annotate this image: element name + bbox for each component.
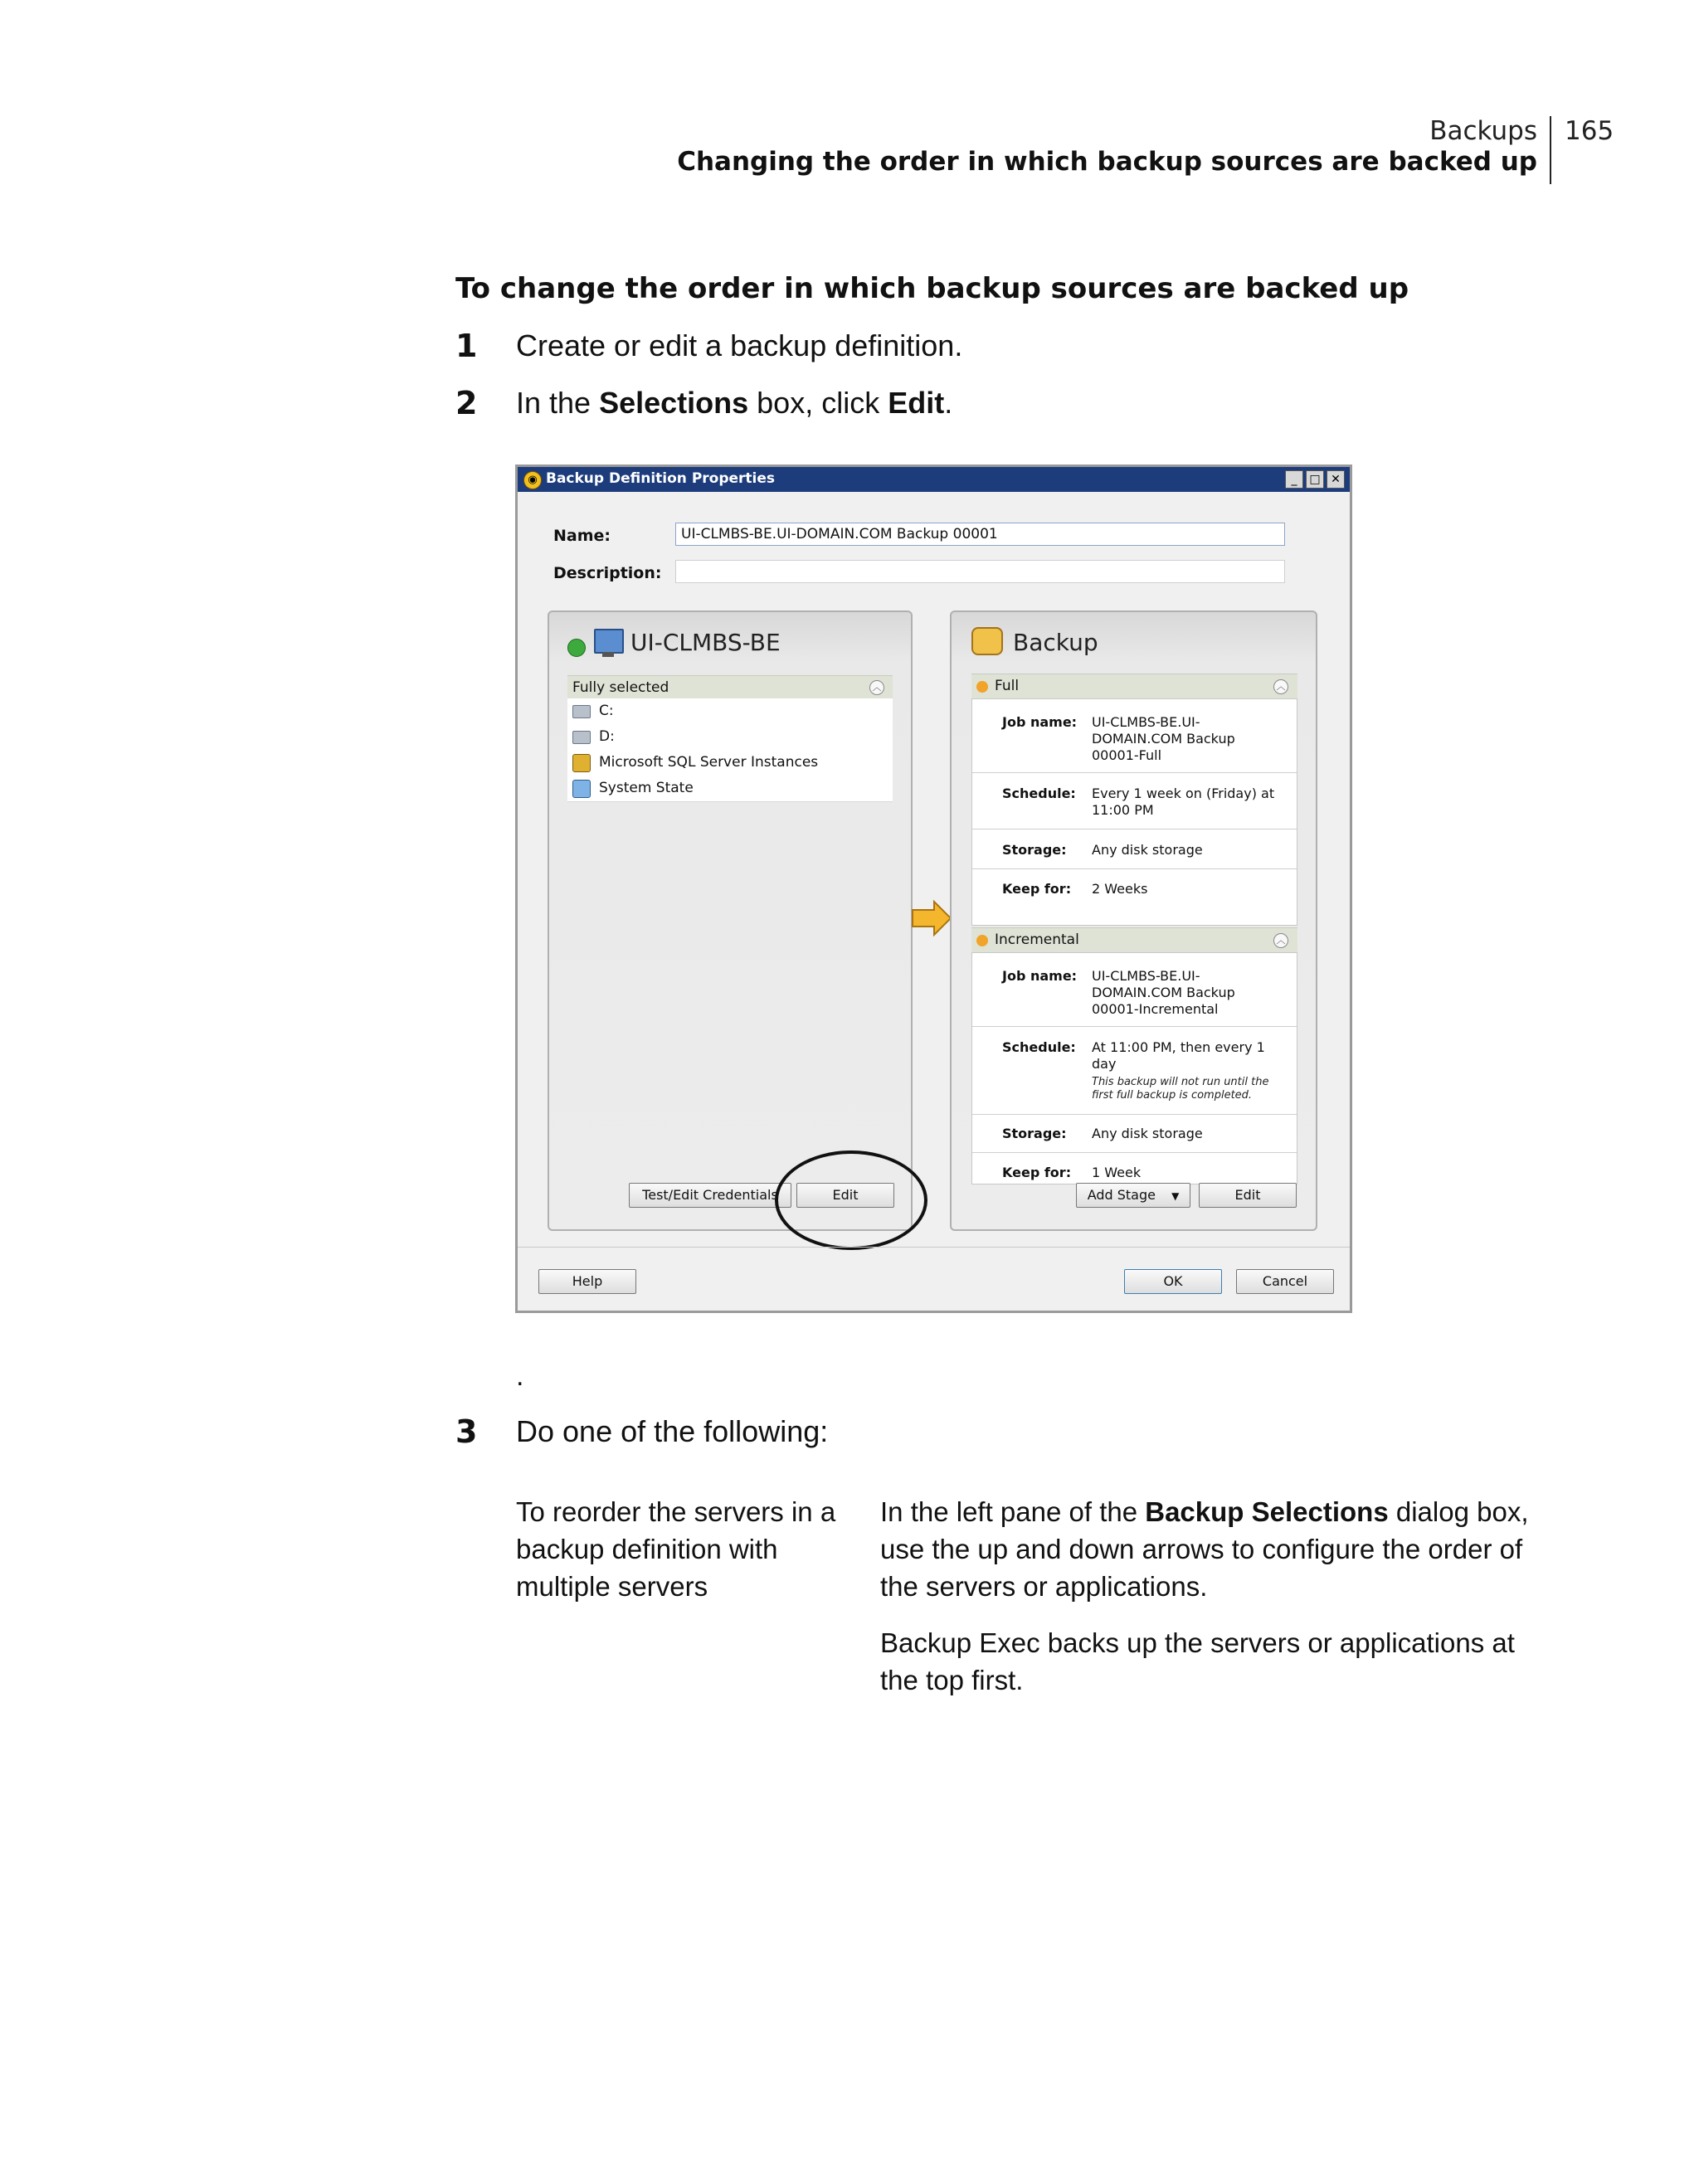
- step-number: 1: [455, 328, 478, 364]
- storage-label: Storage:: [1002, 842, 1067, 858]
- keep-for-label: Keep for:: [1002, 881, 1072, 897]
- schedule-label: Schedule:: [1002, 786, 1076, 801]
- cancel-button[interactable]: Cancel: [1236, 1269, 1334, 1294]
- keep-for-value: 2 Weeks: [1092, 881, 1148, 897]
- option-action: In the left pane of the Backup Selections dialog box, use the up and down arrows to configure the order of the servers or applications.: [880, 1496, 1529, 1602]
- system-state-icon: [572, 780, 591, 798]
- keep-for-label: Keep for:: [1002, 1165, 1072, 1180]
- backup-icon: [971, 627, 1003, 655]
- page-number: 165: [1565, 116, 1614, 146]
- option-condition: To reorder the servers in a backup definition with multiple servers: [516, 1496, 836, 1602]
- list-item[interactable]: [567, 776, 893, 802]
- storage-label: Storage:: [1002, 1126, 1067, 1141]
- schedule-label: Schedule:: [1002, 1039, 1076, 1055]
- job-name-label: Job name:: [1002, 714, 1078, 730]
- footer-divider: [518, 1247, 1350, 1248]
- divider: [972, 1026, 1297, 1027]
- stage-icon: [976, 935, 988, 946]
- step-text: Do one of the following:: [516, 1414, 829, 1448]
- name-label: Name:: [553, 527, 611, 545]
- header-divider: [1550, 116, 1551, 184]
- status-ok-icon: [567, 639, 586, 657]
- backup-stages-pane: [950, 610, 1317, 1231]
- step-number: 2: [455, 385, 478, 421]
- list-item[interactable]: [567, 724, 893, 751]
- divider: [972, 1152, 1297, 1153]
- help-button[interactable]: Help: [538, 1269, 636, 1294]
- edit-stages-button[interactable]: Edit: [1199, 1183, 1297, 1208]
- add-stage-label: Add Stage: [1087, 1187, 1156, 1203]
- divider: [972, 1114, 1297, 1115]
- list-item[interactable]: [567, 698, 893, 725]
- selections-pane: [548, 610, 913, 1231]
- ok-button[interactable]: OK: [1124, 1269, 1222, 1294]
- collapse-icon[interactable]: ︿: [869, 680, 884, 695]
- selection-item-label: D:: [599, 728, 615, 745]
- option-note: Backup Exec backs up the servers or applications at the top first.: [880, 1627, 1515, 1695]
- server-icon-stand: [602, 652, 614, 657]
- collapse-icon[interactable]: ︿: [1273, 933, 1288, 948]
- stage-icon: [976, 681, 988, 693]
- step-text: In the Selections box, click Edit.: [516, 386, 953, 420]
- backup-app-icon: ◉: [523, 471, 542, 489]
- job-name-label: Job name:: [1002, 968, 1078, 984]
- job-name-value: UI-CLMBS-BE.UI- DOMAIN.COM Backup 00001-Full: [1092, 714, 1235, 763]
- description-field[interactable]: [675, 560, 1285, 583]
- stray-period: .: [516, 1360, 524, 1392]
- drive-icon: [572, 731, 591, 744]
- list-item[interactable]: [567, 750, 893, 776]
- dialog-title-bar: [518, 467, 1350, 492]
- server-name: UI-CLMBS-BE: [630, 629, 781, 656]
- running-header-section: Backups: [1429, 116, 1537, 146]
- schedule-value: At 11:00 PM, then every 1 day: [1092, 1039, 1265, 1072]
- schedule-note: This backup will not run until the first full backup is completed.: [1092, 1076, 1269, 1102]
- highlight-circle: [775, 1150, 927, 1250]
- dialog-title: Backup Definition Properties: [546, 470, 776, 487]
- maximize-icon[interactable]: □: [1306, 470, 1324, 489]
- storage-value: Any disk storage: [1092, 1126, 1203, 1141]
- incremental-stage-details[interactable]: [971, 952, 1297, 1184]
- close-icon[interactable]: ✕: [1327, 470, 1345, 489]
- selection-item-label: System State: [599, 780, 694, 796]
- backup-title: Backup: [1013, 629, 1098, 656]
- full-stage-details[interactable]: [971, 698, 1297, 926]
- divider: [972, 772, 1297, 773]
- minimize-icon[interactable]: _: [1285, 470, 1303, 489]
- collapse-icon[interactable]: ︿: [1273, 679, 1288, 694]
- backup-definition-dialog: [515, 465, 1352, 1313]
- sql-server-icon: [572, 754, 591, 772]
- step-text: Create or edit a backup definition.: [516, 328, 963, 362]
- procedure-title: To change the order in which backup sources are backed up: [455, 272, 1409, 305]
- drive-icon: [572, 705, 591, 718]
- running-header-title: Changing the order in which backup sources are backed up: [677, 147, 1537, 177]
- selection-item-label: C:: [599, 703, 614, 719]
- selection-group-label: Fully selected: [572, 679, 669, 696]
- selection-item-label: Microsoft SQL Server Instances: [599, 754, 819, 771]
- name-field[interactable]: UI-CLMBS-BE.UI-DOMAIN.COM Backup 00001: [675, 523, 1285, 546]
- dropdown-arrow-icon: ▼: [1171, 1190, 1180, 1202]
- keep-for-value: 1 Week: [1092, 1165, 1142, 1180]
- server-icon: [594, 629, 624, 654]
- stage-header-full[interactable]: [971, 674, 1297, 699]
- step-number: 3: [455, 1413, 478, 1450]
- add-stage-button[interactable]: [1076, 1183, 1190, 1208]
- stage-name: Full: [995, 678, 1020, 694]
- test-edit-credentials-button[interactable]: Test/Edit Credentials: [629, 1183, 791, 1208]
- arrow-right-icon: [911, 900, 952, 936]
- stage-name: Incremental: [995, 931, 1079, 948]
- stage-header-incremental[interactable]: [971, 927, 1297, 953]
- job-name-value: UI-CLMBS-BE.UI- DOMAIN.COM Backup 00001-Incremental: [1092, 968, 1235, 1017]
- storage-value: Any disk storage: [1092, 842, 1203, 858]
- edit-selections-button[interactable]: Edit: [796, 1183, 894, 1208]
- schedule-value: Every 1 week on (Friday) at 11:00 PM: [1092, 786, 1275, 818]
- description-label: Description:: [553, 564, 662, 582]
- selection-group-header[interactable]: [567, 675, 893, 699]
- divider: [972, 868, 1297, 869]
